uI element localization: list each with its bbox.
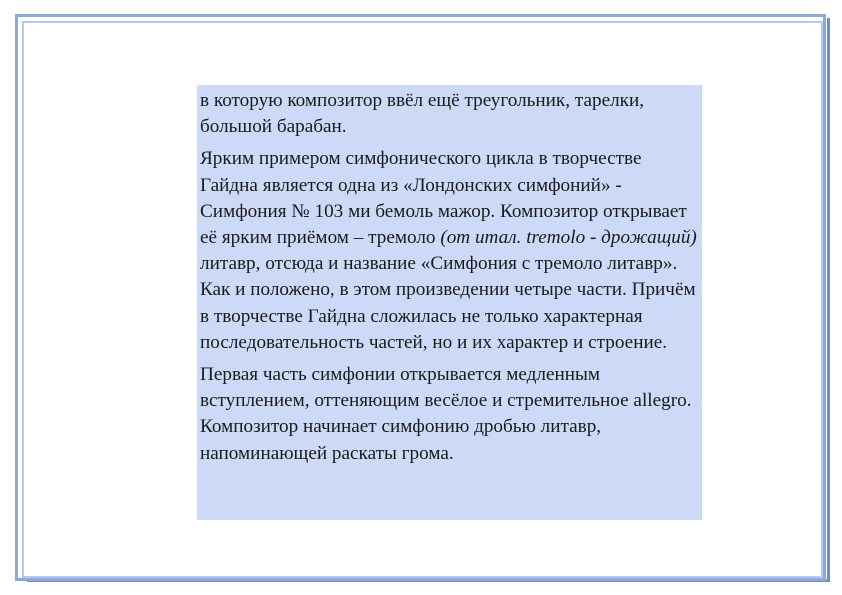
tremolo-definition: (от итал. tremolo - дрожащий) bbox=[440, 227, 697, 249]
text-box bbox=[197, 85, 702, 520]
paragraph-3 bbox=[200, 362, 700, 467]
paragraph-2-text-start: Ярким примером симфонического цикла в творчестве Гайдна является одна из «Лондонских симфоний» - Симфония № 103 ми бемоль мажор. Композитор открывает её ярким приёмом – тремоло bbox=[200, 148, 687, 249]
paragraph-3-text: Первая часть симфонии открывается медленным вступлением, оттеняющим весёлое и стремительное allegro. Композитор начинает симфонию дробью литавр, напоминающей раскаты грома. bbox=[200, 364, 692, 464]
paragraph-1 bbox=[200, 88, 700, 140]
paragraph-1-text: в которую композитор ввёл ещё треугольник, тарелки, большой барабан. bbox=[200, 90, 645, 138]
paragraph-2-text-end: литавр, отсюда и название «Симфония с тремоло литавр». Как и положено, в этом произведении четыре части. Причём в творчестве Гайдна сложилась не только характерная последовательность частей, но и их характер и строение. bbox=[200, 253, 696, 353]
paragraph-2 bbox=[200, 146, 700, 356]
